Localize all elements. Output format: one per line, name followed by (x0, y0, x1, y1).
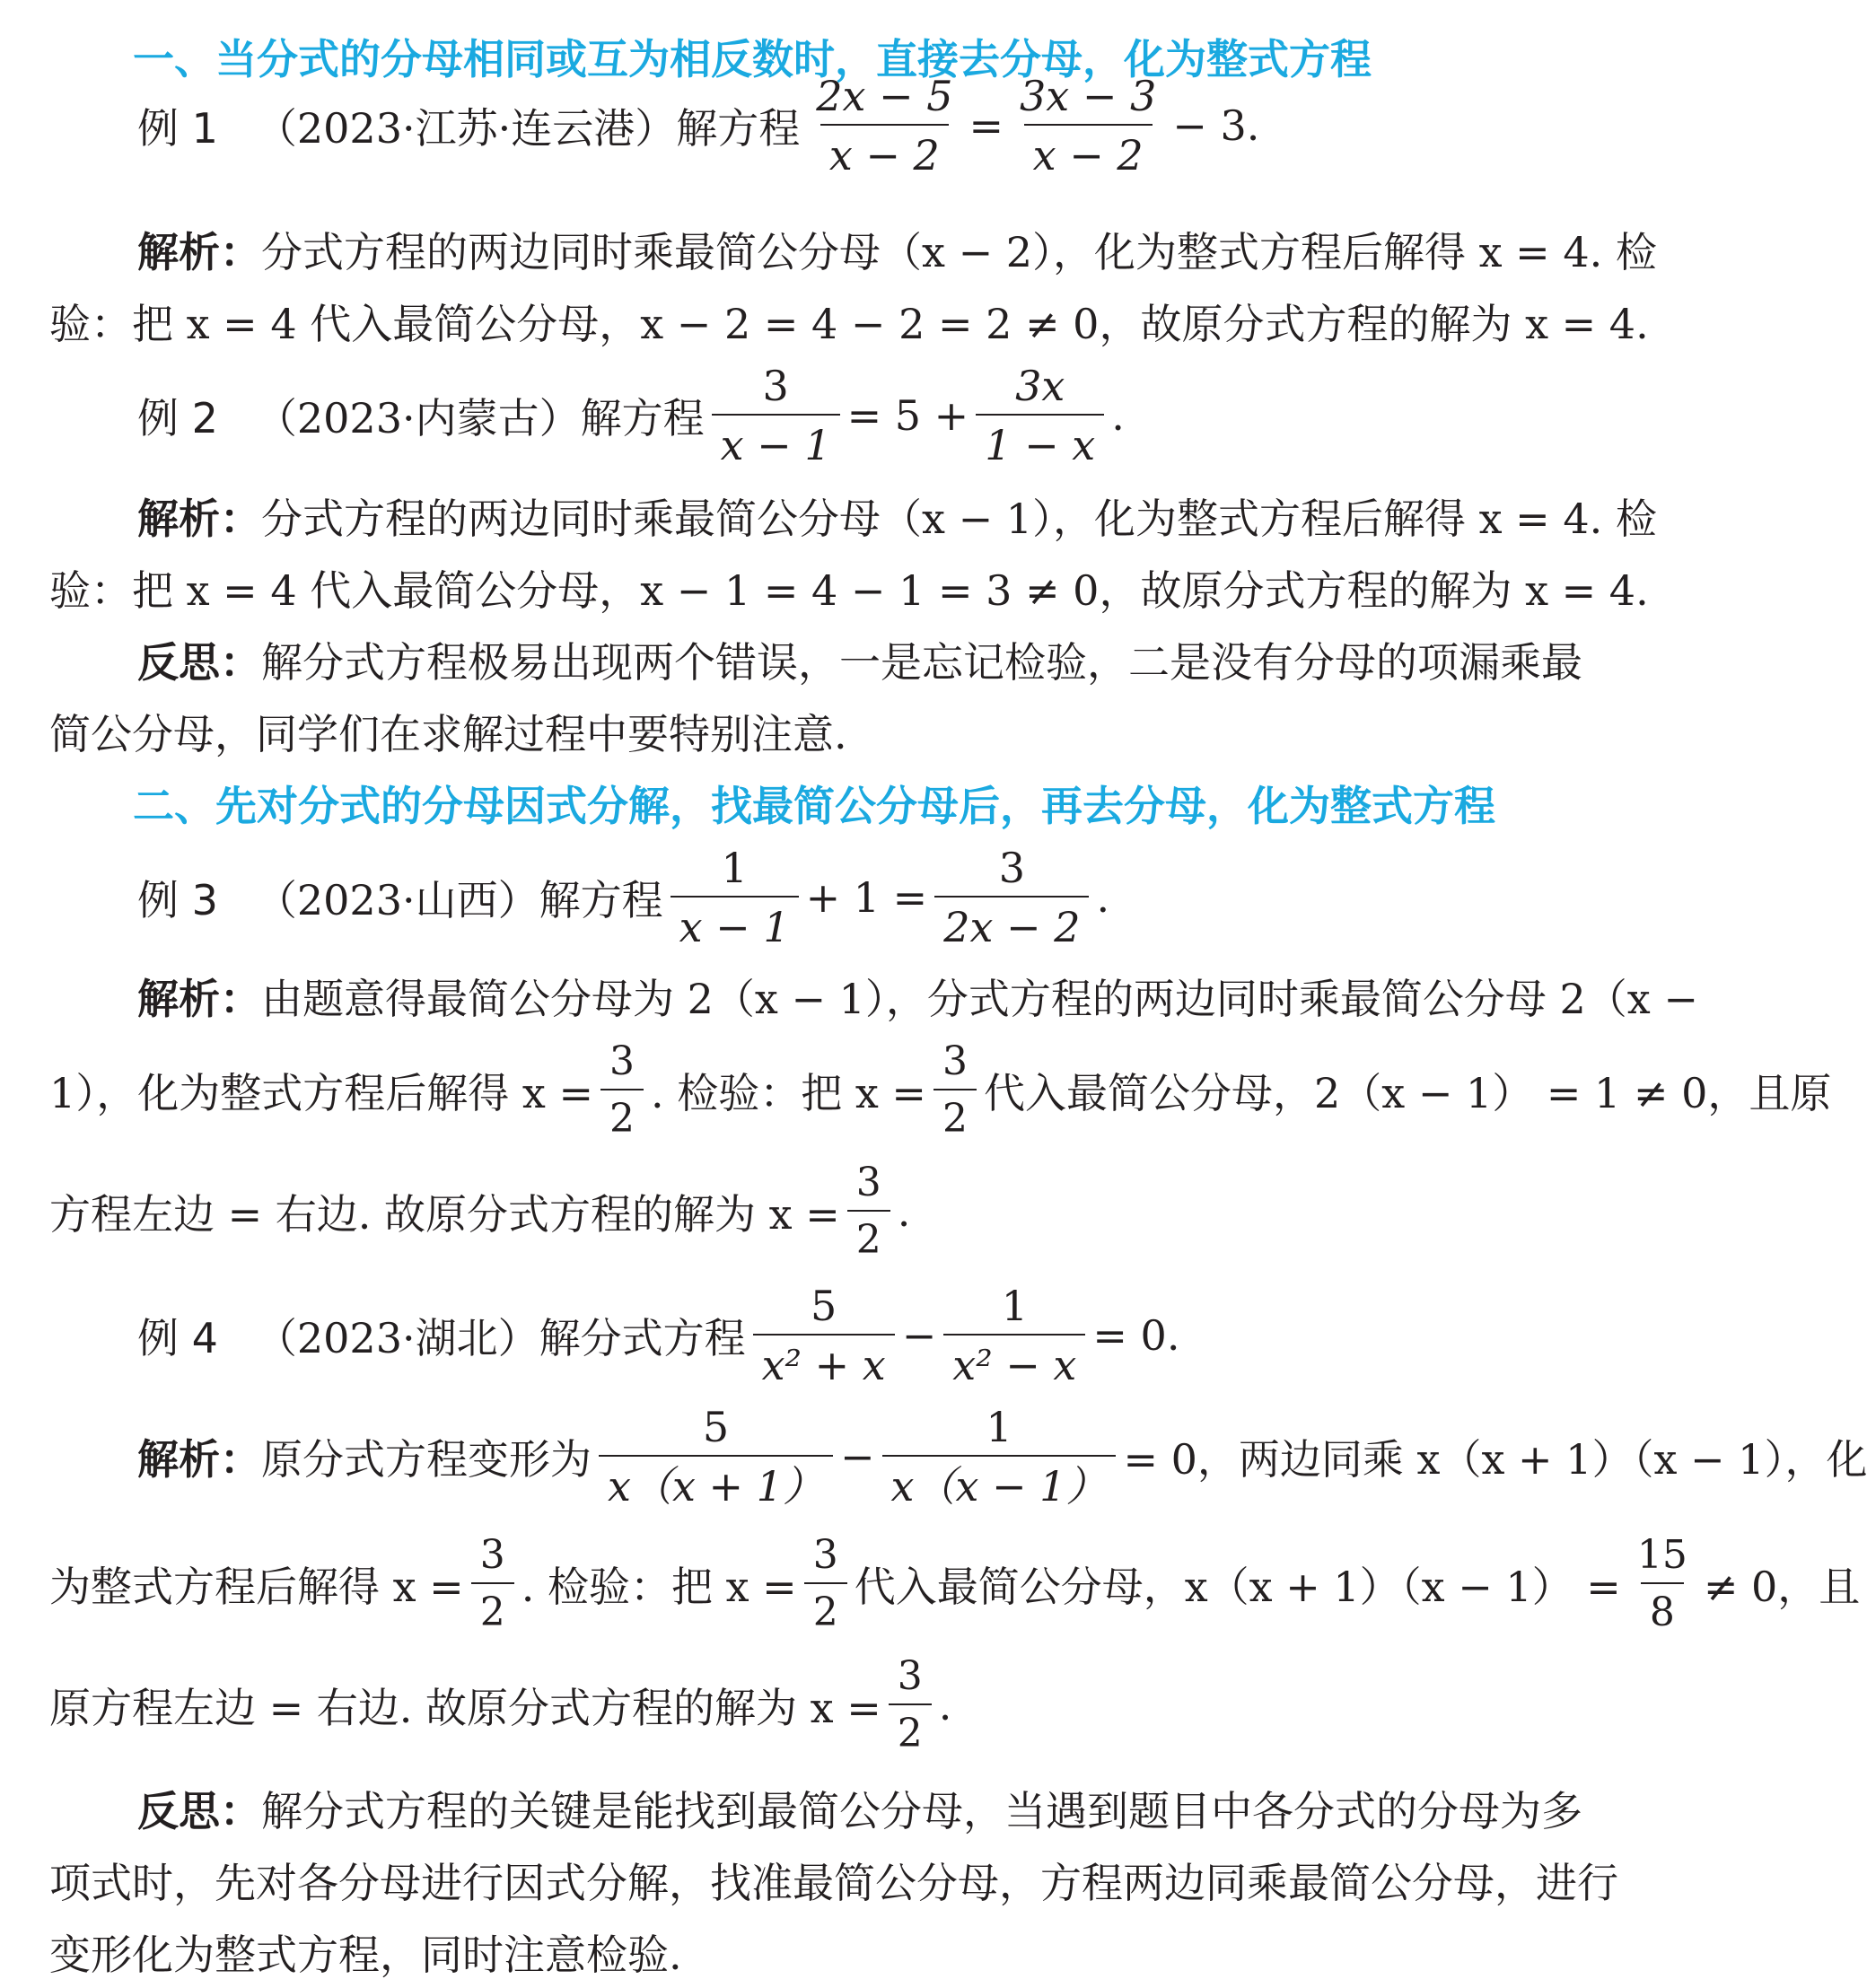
example-1 (137, 72, 1699, 180)
fraction-numerator: 15 (1636, 1532, 1687, 1578)
fraction-numerator: 3 (998, 844, 1025, 892)
fraction-numerator: 3x − 3 (1020, 72, 1157, 120)
analysis-text: 为整式方程后解得 x = (49, 1563, 464, 1611)
analysis-text: − (839, 1432, 875, 1481)
example-2-fraction-2 (976, 362, 1104, 469)
fraction-denominator: x（x − 1） (882, 1455, 1117, 1507)
example-4-analysis-line-3 (49, 1653, 1766, 1756)
analysis-text: ≠ 0，且 (1703, 1563, 1861, 1611)
fraction-numerator: 3 (812, 1532, 838, 1578)
fraction-denominator: x² + x (753, 1334, 895, 1386)
analysis-text: 代入最简公分母，x（x + 1）（x − 1） = (854, 1563, 1621, 1611)
fraction-numerator: 1 (721, 844, 748, 892)
analysis-text: 代入最简公分母，2（x − 1） = 1 ≠ 0，且原 (983, 1069, 1832, 1117)
fraction-denominator: x² − x (943, 1334, 1085, 1386)
fraction-numerator: 3 (942, 1038, 968, 1084)
analysis-label: 解析： (137, 228, 261, 276)
fraction-numerator: 2x − 5 (816, 72, 953, 120)
analysis-text: 验：把 x = 4 代入最简公分母，x − 1 = 4 − 1 = 3 ≠ 0，故原分式方程的解为 x = 4. (49, 566, 1649, 615)
example-3-source: （2023·山西）解方程 (255, 876, 663, 924)
example-3-label: 例 3 (137, 876, 218, 924)
fraction-numerator: 3x (1015, 362, 1065, 410)
analysis-text: 分式方程的两边同时乘最简公分母（x − 2），化为整式方程后解得 x = 4. 检 (261, 228, 1657, 276)
example-4-source: （2023·湖北）解分式方程 (255, 1313, 746, 1362)
section-heading-2 (133, 776, 1695, 830)
analysis-label: 解析： (137, 1434, 261, 1484)
fraction-three-halves (934, 1038, 977, 1142)
analysis-label: 解析： (137, 975, 261, 1023)
reflection-1-line-1 (137, 633, 1854, 687)
example-4-analysis-fraction-1 (599, 1402, 833, 1511)
reflection-2-line-3 (49, 1925, 1766, 1979)
reflection-label: 反思： (137, 638, 261, 687)
fraction-numerator: 3 (855, 1160, 881, 1205)
example-3 (137, 844, 1699, 951)
reflection-text: 项式时，先对各分母进行因式分解，找准最简公分母，方程两边同乘最简公分母，进行 (49, 1859, 1618, 1907)
fraction-numerator: 1 (986, 1402, 1012, 1451)
example-2-source: （2023·内蒙古）解方程 (255, 394, 705, 442)
fraction-denominator: x − 1 (712, 414, 840, 466)
reflection-2-line-2 (49, 1853, 1766, 1907)
fraction-three-halves (600, 1038, 644, 1142)
equation-tail: − 3. (1172, 101, 1260, 150)
example-2-analysis-line-1 (137, 489, 1854, 543)
fraction-denominator: 2 (847, 1210, 890, 1260)
example-4-analysis-fraction-2 (882, 1402, 1117, 1511)
fraction-denominator: 2x − 2 (934, 896, 1089, 948)
example-1-fraction-1 (807, 72, 961, 180)
analysis-text: = 0，两边同乘 x（x + 1）（x − 1），化 (1123, 1434, 1867, 1484)
fraction-denominator: x − 1 (671, 896, 799, 948)
example-4-analysis-line-2 (49, 1532, 1861, 1635)
fraction-three-halves (804, 1532, 847, 1635)
example-3-analysis-line-1 (137, 969, 1854, 1023)
equation-tail: = 0. (1092, 1310, 1180, 1360)
example-4-analysis-line-1 (137, 1402, 1867, 1511)
fraction-numerator: 3 (762, 362, 789, 410)
example-1-analysis-line-1 (137, 223, 1854, 276)
equation-middle: + 1 = (805, 873, 928, 922)
equation-tail: . (1111, 391, 1125, 440)
example-2-label: 例 2 (137, 394, 218, 442)
analysis-text: 由题意得最简公分母为 2（x − 1），分式方程的两边同时乘最简公分母 2（x − (261, 975, 1698, 1023)
fraction-numerator: 3 (479, 1532, 505, 1578)
fraction-denominator: 2 (934, 1089, 977, 1139)
analysis-text: . (938, 1681, 952, 1730)
example-4 (137, 1283, 1699, 1387)
equation-middle: − (901, 1310, 937, 1360)
fraction-three-halves (889, 1653, 932, 1756)
example-3-fraction-2 (934, 844, 1089, 951)
reflection-1-line-2 (49, 705, 1766, 758)
fraction-denominator: x − 2 (1024, 124, 1153, 176)
analysis-label: 解析： (137, 495, 261, 543)
analysis-text: 1），化为整式方程后解得 x = (49, 1069, 593, 1117)
example-3-analysis-line-2 (49, 1038, 1832, 1142)
example-4-fraction-2 (943, 1281, 1085, 1389)
fraction-numerator: 5 (702, 1402, 730, 1451)
fraction-denominator: 2 (600, 1089, 644, 1139)
example-4-fraction-1 (753, 1281, 895, 1389)
reflection-2-line-1 (137, 1782, 1854, 1835)
analysis-text: 原方程左边 = 右边. 故原分式方程的解为 x = (49, 1684, 881, 1732)
example-4-label: 例 4 (137, 1313, 218, 1362)
fraction-denominator: 2 (804, 1582, 847, 1633)
analysis-text: . (897, 1187, 911, 1236)
fraction-fifteen-eighths (1628, 1532, 1696, 1635)
fraction-denominator: 8 (1641, 1582, 1684, 1633)
example-1-fraction-2 (1011, 72, 1165, 180)
fraction-denominator: x − 2 (820, 124, 949, 176)
fraction-three-halves (847, 1160, 890, 1263)
fraction-denominator: 2 (471, 1582, 514, 1633)
fraction-denominator: x（x + 1） (599, 1455, 833, 1507)
example-3-analysis-line-3 (49, 1162, 1766, 1261)
equation-tail: . (1096, 873, 1110, 922)
analysis-text: . 检验：把 x = (521, 1563, 797, 1611)
section-heading-2-text: 二、先对分式的分母因式分解，找最简公分母后，再去分母，化为整式方程 (133, 782, 1495, 830)
fraction-denominator: 2 (889, 1703, 932, 1754)
analysis-text: 分式方程的两边同时乘最简公分母（x − 1），化为整式方程后解得 x = 4. 检 (261, 495, 1657, 543)
example-2-analysis-line-2 (49, 561, 1766, 615)
example-1-label: 例 1 (137, 104, 218, 153)
example-1-analysis-line-2 (49, 294, 1766, 348)
analysis-text: 验：把 x = 4 代入最简公分母，x − 2 = 4 − 2 = 2 ≠ 0，故原分式方程的解为 x = 4. (49, 300, 1649, 348)
fraction-denominator: 1 − x (976, 414, 1104, 466)
reflection-text: 解分式方程极易出现两个错误，一是忘记检验，二是没有分母的项漏乘最 (261, 638, 1582, 687)
analysis-text: 原分式方程变形为 (261, 1434, 592, 1484)
fraction-numerator: 1 (1001, 1281, 1028, 1330)
fraction-numerator: 5 (811, 1281, 837, 1330)
reflection-text: 简公分母，同学们在求解过程中要特别注意. (49, 710, 847, 758)
reflection-text: 变形化为整式方程，同时注意检验. (49, 1931, 682, 1979)
example-1-source: （2023·江苏·连云港）解方程 (255, 104, 801, 153)
analysis-text: . 检验：把 x = (651, 1069, 926, 1117)
reflection-text: 解分式方程的关键是能找到最简公分母，当遇到题目中各分式的分母为多 (261, 1787, 1582, 1835)
example-2-fraction-1 (712, 362, 840, 469)
reflection-label: 反思： (137, 1787, 261, 1835)
fraction-numerator: 3 (609, 1038, 635, 1084)
section-heading-1-text: 一、当分式的分母相同或互为相反数时，直接去分母，化为整式方程 (133, 35, 1372, 83)
analysis-text: 方程左边 = 右边. 故原分式方程的解为 x = (49, 1190, 840, 1239)
example-3-fraction-1 (671, 844, 799, 951)
fraction-numerator: 3 (897, 1653, 923, 1699)
equation-middle: = 5 + (846, 391, 969, 440)
equals-sign: = (969, 101, 1004, 150)
example-2 (137, 362, 1699, 469)
fraction-three-halves (471, 1532, 514, 1635)
